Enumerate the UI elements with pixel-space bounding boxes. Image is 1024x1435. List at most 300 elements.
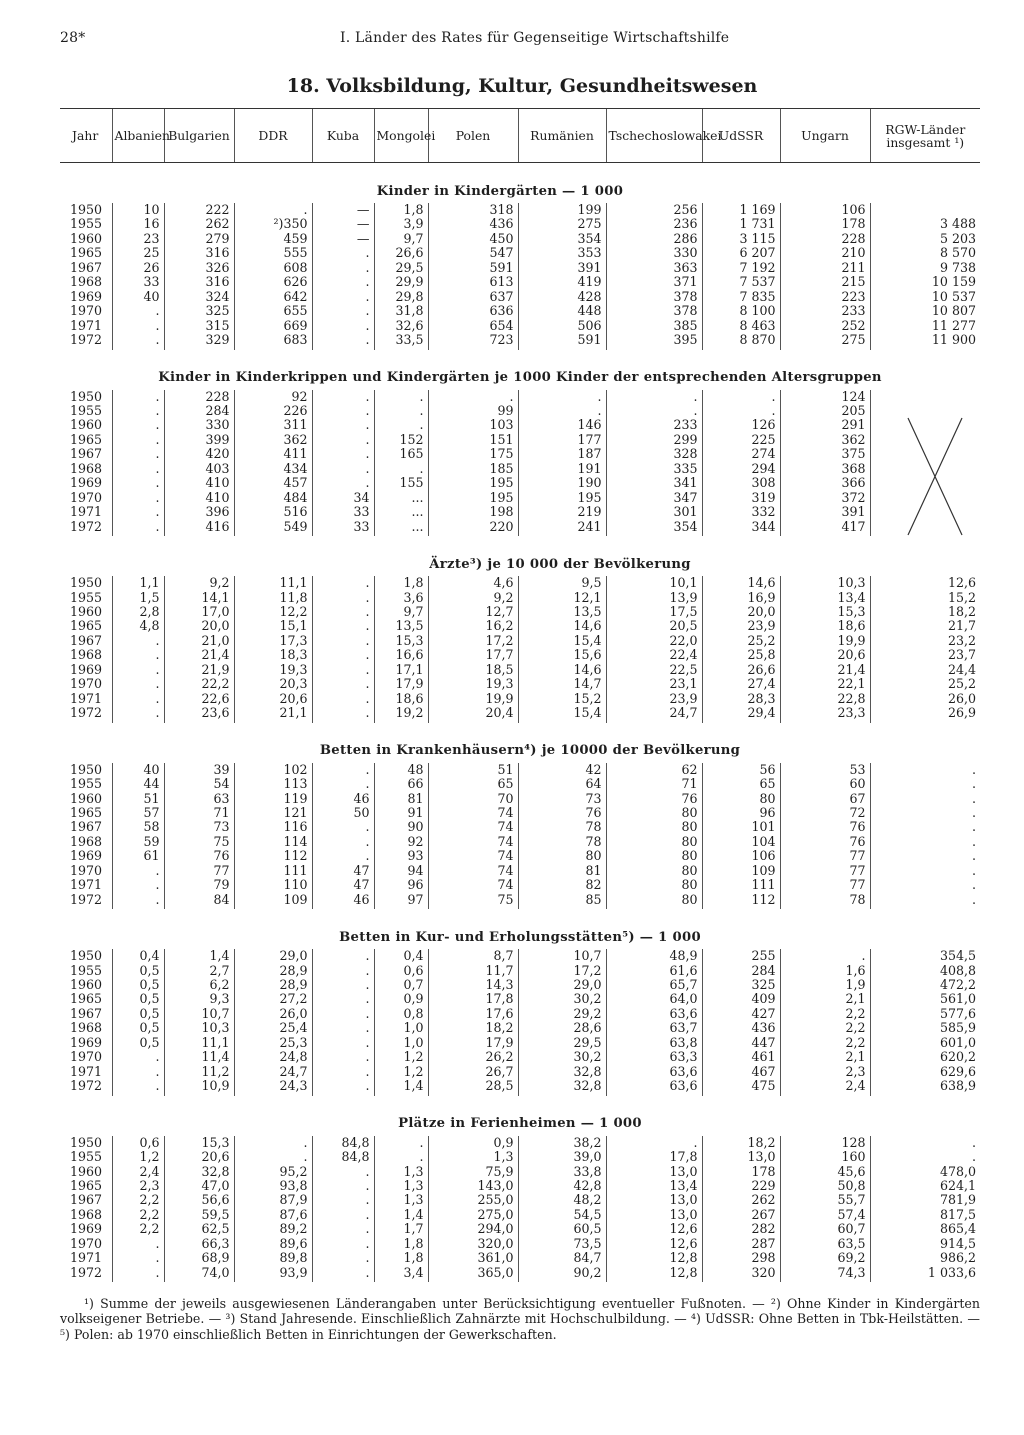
value-cell: 362 [234,433,312,447]
value-cell: 241 [518,520,606,536]
value-cell: 11,1 [164,1036,234,1050]
value-cell: 10 159 [870,275,980,289]
value-cell: . [374,1150,428,1164]
value-cell: 211 [780,261,870,275]
value-cell: . [112,648,164,662]
value-cell: 53 [780,763,870,777]
value-cell: 104 [702,835,780,849]
value-cell: 65 [428,777,518,791]
value-cell: 416 [164,520,234,536]
column-header: Mongolei [374,109,428,163]
table-row [60,648,980,662]
value-cell: 74 [428,878,518,892]
value-cell: 9,3 [164,992,234,1006]
year-cell: 1972 [70,1264,103,1280]
year-cell: 1960 [70,790,103,806]
table-row [60,806,980,820]
value-cell: 114 [234,835,312,849]
value-cell: 2,8 [112,605,164,619]
value-cell: 94 [374,864,428,878]
value-cell: . [312,462,374,476]
value-cell: 274 [702,447,780,461]
value-cell: 205 [780,404,870,418]
value-cell: 1,0 [374,1021,428,1035]
value-cell: 0,5 [112,1036,164,1050]
value-cell: 11,8 [234,591,312,605]
value-cell: . [112,1065,164,1079]
value-cell: 84,7 [518,1251,606,1265]
section-heading-cell [60,723,980,763]
value-cell: 318 [428,203,518,217]
value-cell: 428 [518,290,606,304]
value-cell: 1,4 [164,949,234,963]
value-cell: 25 [112,246,164,260]
value-cell: 436 [428,217,518,231]
value-cell: 22,1 [780,677,870,691]
value-cell: . [112,1079,164,1095]
value-cell: . [518,404,606,418]
value-cell: 620,2 [870,1050,980,1064]
section-heading-row [60,723,980,763]
value-cell: 11 900 [870,333,980,349]
value-cell: 26,2 [428,1050,518,1064]
value-cell: 187 [518,447,606,461]
year-cell: 1969 [70,848,103,864]
value-cell: . [112,319,164,333]
table-row [60,1193,980,1207]
table-row [60,1036,980,1050]
year-cell: 1950 [70,202,103,217]
value-cell: 17,3 [234,634,312,648]
value-cell: 13,0 [606,1165,702,1179]
value-cell: . [112,864,164,878]
year-cell: 1969 [70,1034,103,1050]
value-cell: 25,4 [234,1021,312,1035]
value-cell: 116 [234,820,312,834]
value-cell: . [112,476,164,490]
value-cell: 233 [606,418,702,432]
value-cell: 15,2 [518,692,606,706]
value-cell: 547 [428,246,518,260]
year-cell: 1967 [70,446,103,462]
value-cell: 20,6 [234,692,312,706]
value-cell: 77 [164,864,234,878]
value-cell: 1,3 [428,1150,518,1164]
column-header: UdSSR [702,109,780,163]
table-row [60,663,980,677]
value-cell: . [870,792,980,806]
value-cell: . [312,476,374,490]
value-cell: 1,7 [374,1222,428,1236]
value-cell: 329 [164,333,234,349]
table-row [60,304,980,318]
value-cell: 275,0 [428,1208,518,1222]
value-cell: 226 [234,404,312,418]
value-cell: . [312,1193,374,1207]
statistics-table [60,108,980,1282]
value-cell: 638,9 [870,1079,980,1095]
value-cell: 3,6 [374,591,428,605]
section-heading: Betten in Krankenhäusern⁴) je 10000 der Bevölkerung [319,743,741,759]
value-cell: 262 [164,217,234,231]
column-header: Albanien [112,109,164,163]
value-cell: 378 [606,304,702,318]
value-cell: 225 [702,433,780,447]
value-cell: 152 [374,433,428,447]
value-cell: 608 [234,261,312,275]
value-cell: 81 [518,864,606,878]
value-cell: 26,9 [870,706,980,722]
value-cell: 178 [702,1165,780,1179]
value-cell: 229 [702,1179,780,1193]
value-cell: 60,5 [518,1222,606,1236]
value-cell: 9,2 [164,576,234,590]
value-cell: 986,2 [870,1251,980,1265]
value-cell: . [312,404,374,418]
value-cell: 23 [112,232,164,246]
section-heading-row [60,163,980,204]
table-row [60,1208,980,1222]
value-cell: 0,6 [112,1136,164,1150]
value-cell: 151 [428,433,518,447]
value-cell: 92 [234,390,312,404]
value-cell: 111 [702,878,780,892]
value-cell: 9,7 [374,232,428,246]
value-cell: 255,0 [428,1193,518,1207]
value-cell: . [112,390,164,404]
value-cell: 12,1 [518,591,606,605]
year-cell: 1972 [70,705,103,721]
value-cell: 96 [702,806,780,820]
value-cell: 60 [780,777,870,791]
value-cell: 46 [312,893,374,909]
value-cell: 195 [518,491,606,505]
value-cell: 347 [606,491,702,505]
value-cell: 13,4 [606,1179,702,1193]
value-cell: 403 [164,462,234,476]
table-row [60,864,980,878]
value-cell: 1,1 [112,576,164,590]
value-cell: 26 [112,261,164,275]
table-row [60,1007,980,1021]
value-cell: 0,5 [112,992,164,1006]
section-heading: Betten in Kur- und Erholungsstätten⁵) — 1 000 [339,929,701,945]
value-cell: 12,8 [606,1266,702,1282]
value-cell: 65 [702,777,780,791]
value-cell: 2,1 [780,992,870,1006]
page-number: 28* [60,30,86,46]
value-cell [870,203,980,217]
value-cell: 2,4 [112,1165,164,1179]
value-cell: 817,5 [870,1208,980,1222]
column-header: Ungarn [780,109,870,163]
value-cell: 13,0 [702,1150,780,1164]
value-cell: 63,7 [606,1021,702,1035]
value-cell: 16,6 [374,648,428,662]
value-cell: 601,0 [870,1036,980,1050]
value-cell: 233 [780,304,870,318]
value-cell: . [112,505,164,519]
value-cell: 91 [374,806,428,820]
value-cell: 26,0 [870,692,980,706]
value-cell: 62,5 [164,1222,234,1236]
value-cell: 28,6 [518,1021,606,1035]
table-row [60,1065,980,1079]
value-cell: . [112,1251,164,1265]
value-cell: 8 463 [702,319,780,333]
value-cell: . [374,1136,428,1150]
value-cell: 9,5 [518,576,606,590]
table-row [60,275,980,289]
value-cell: 4,6 [428,576,518,590]
value-cell: 18,3 [234,648,312,662]
value-cell: . [312,849,374,863]
value-cell: 93,9 [234,1266,312,1282]
cross-out-mark [900,410,970,540]
value-cell: 23,3 [780,706,870,722]
value-cell: 17,1 [374,663,428,677]
value-cell: 84 [164,893,234,909]
value-cell: 21,4 [164,648,234,662]
running-header [0,30,1024,54]
value-cell: 484 [234,491,312,505]
value-cell: 57,4 [780,1208,870,1222]
value-cell: 585,9 [870,1021,980,1035]
value-cell: 42 [518,763,606,777]
value-cell: . [312,1079,374,1095]
value-cell: 15,3 [780,605,870,619]
value-cell: 74 [428,820,518,834]
table-row [60,217,980,231]
value-cell: 1,6 [780,964,870,978]
value-cell: . [312,390,374,404]
value-cell: 17,5 [606,605,702,619]
value-cell: 178 [780,217,870,231]
value-cell: 21,9 [164,663,234,677]
value-cell: 467 [702,1065,780,1079]
value-cell: 299 [606,433,702,447]
value-cell: . [312,333,374,349]
value-cell: 87,6 [234,1208,312,1222]
value-cell: 12,2 [234,605,312,619]
value-cell: . [606,404,702,418]
value-cell: 344 [702,520,780,536]
year-cell: 1971 [70,317,103,333]
value-cell: 56,6 [164,1193,234,1207]
table-row [60,476,980,490]
value-cell: 20,3 [234,677,312,691]
value-cell: 72 [780,806,870,820]
value-cell: 29,2 [518,1007,606,1021]
value-cell: 475 [702,1079,780,1095]
value-cell: 219 [518,505,606,519]
value-cell: 20,0 [702,605,780,619]
year-cell: 1970 [70,1235,103,1251]
value-cell: . [312,1208,374,1222]
value-cell: 30,2 [518,992,606,1006]
value-cell: 39,0 [518,1150,606,1164]
value-cell: 26,6 [374,246,428,260]
value-cell: 0,4 [112,949,164,963]
value-cell: 90,2 [518,1266,606,1282]
value-cell: 89,6 [234,1237,312,1251]
value-cell: 27,4 [702,677,780,691]
value-cell: 436 [702,1021,780,1035]
year-cell: 1969 [70,661,103,677]
value-cell: . [312,663,374,677]
value-cell: 2,2 [780,1021,870,1035]
value-cell: 29,4 [702,706,780,722]
value-cell: 399 [164,433,234,447]
value-cell: . [870,878,980,892]
table-row [60,1136,980,1150]
value-cell: 410 [164,491,234,505]
value-cell: 20,4 [428,706,518,722]
value-cell: 396 [164,505,234,519]
value-cell: 77 [780,849,870,863]
value-cell: 73 [164,820,234,834]
value-cell: 5 203 [870,232,980,246]
value-cell: 15,1 [234,619,312,633]
year-cell: 1969 [70,475,103,491]
value-cell: 18,2 [428,1021,518,1035]
section-heading-row [60,350,980,390]
value-cell: 0,6 [374,964,428,978]
value-cell: 80 [606,864,702,878]
value-cell: 252 [780,319,870,333]
table-row [60,591,980,605]
value-cell: 81 [374,792,428,806]
value-cell: 48 [374,763,428,777]
value-cell: 10,7 [164,1007,234,1021]
value-cell: 24,7 [234,1065,312,1079]
value-cell: 3 115 [702,232,780,246]
value-cell: 12,7 [428,605,518,619]
value-cell: 478,0 [870,1165,980,1179]
value-cell: 12,6 [606,1222,702,1236]
year-cell: 1968 [70,1206,103,1222]
value-cell: . [312,1237,374,1251]
value-cell: 75 [428,893,518,909]
value-cell: 1,3 [374,1179,428,1193]
value-cell: 450 [428,232,518,246]
value-cell: 2,3 [780,1065,870,1079]
value-cell: . [428,390,518,404]
value-cell: 516 [234,505,312,519]
section-heading-row [60,1096,980,1136]
value-cell: 419 [518,275,606,289]
value-cell: 28,9 [234,978,312,992]
value-cell: 121 [234,806,312,820]
value-cell: 32,8 [518,1065,606,1079]
table-row [60,1150,980,1164]
value-cell: . [234,1150,312,1164]
value-cell: 215 [780,275,870,289]
value-cell: 12,6 [606,1237,702,1251]
value-cell: 63,6 [606,1065,702,1079]
value-cell: — [312,217,374,231]
value-cell: . [312,692,374,706]
value-cell: 34 [312,491,374,505]
value-cell: . [312,964,374,978]
value-cell: 255 [702,949,780,963]
year-cell: 1955 [70,776,103,792]
value-cell: 76 [164,849,234,863]
value-cell: 10,7 [518,949,606,963]
year-cell: 1965 [70,431,103,447]
value-cell: 45,6 [780,1165,870,1179]
value-cell: . [112,433,164,447]
year-cell: 1967 [70,819,103,835]
value-cell: . [374,390,428,404]
value-cell: 18,6 [374,692,428,706]
value-cell: 190 [518,476,606,490]
value-cell: 577,6 [870,1007,980,1021]
value-cell: 110 [234,878,312,892]
value-cell: 50,8 [780,1179,870,1193]
value-cell: 362 [780,433,870,447]
value-cell: 77 [780,878,870,892]
value-cell: 410 [164,476,234,490]
value-cell: 175 [428,447,518,461]
value-cell: . [312,677,374,691]
value-cell: 92 [374,835,428,849]
value-cell: 63,3 [606,1050,702,1064]
year-cell: 1965 [70,804,103,820]
value-cell: 24,4 [870,663,980,677]
value-cell: 12,6 [870,576,980,590]
value-cell: 10,3 [164,1021,234,1035]
value-cell: 15,3 [374,634,428,648]
value-cell: . [312,1179,374,1193]
value-cell: 63,6 [606,1007,702,1021]
table-row [60,1266,980,1282]
value-cell: 64,0 [606,992,702,1006]
value-cell: 354 [606,520,702,536]
value-cell: 76 [780,835,870,849]
year-cell: 1960 [70,1163,103,1179]
value-cell: 30,2 [518,1050,606,1064]
table-row [60,232,980,246]
value-cell: 89,2 [234,1222,312,1236]
value-cell: 13,0 [606,1193,702,1207]
value-cell: 26,7 [428,1065,518,1079]
year-cell: 1970 [70,489,103,505]
value-cell: 59,5 [164,1208,234,1222]
value-cell: 25,2 [870,677,980,691]
value-cell: 61,6 [606,964,702,978]
year-cell: 1965 [70,618,103,634]
value-cell: 549 [234,520,312,536]
value-cell: 385 [606,319,702,333]
value-cell: 636 [428,304,518,318]
value-cell: 434 [234,462,312,476]
value-cell: 60,7 [780,1222,870,1236]
value-cell: 29,0 [234,949,312,963]
value-cell: 18,2 [870,605,980,619]
value-cell: . [870,820,980,834]
table-row [60,447,980,461]
column-header: RGW-Länder insgesamt ¹) [870,109,980,163]
value-cell: 18,5 [428,663,518,677]
value-cell: 294,0 [428,1222,518,1236]
value-cell: 2,2 [780,1007,870,1021]
table-row [60,505,980,519]
value-cell: . [312,290,374,304]
value-cell: 411 [234,447,312,461]
value-cell: 16 [112,217,164,231]
value-cell: 0,9 [428,1136,518,1150]
